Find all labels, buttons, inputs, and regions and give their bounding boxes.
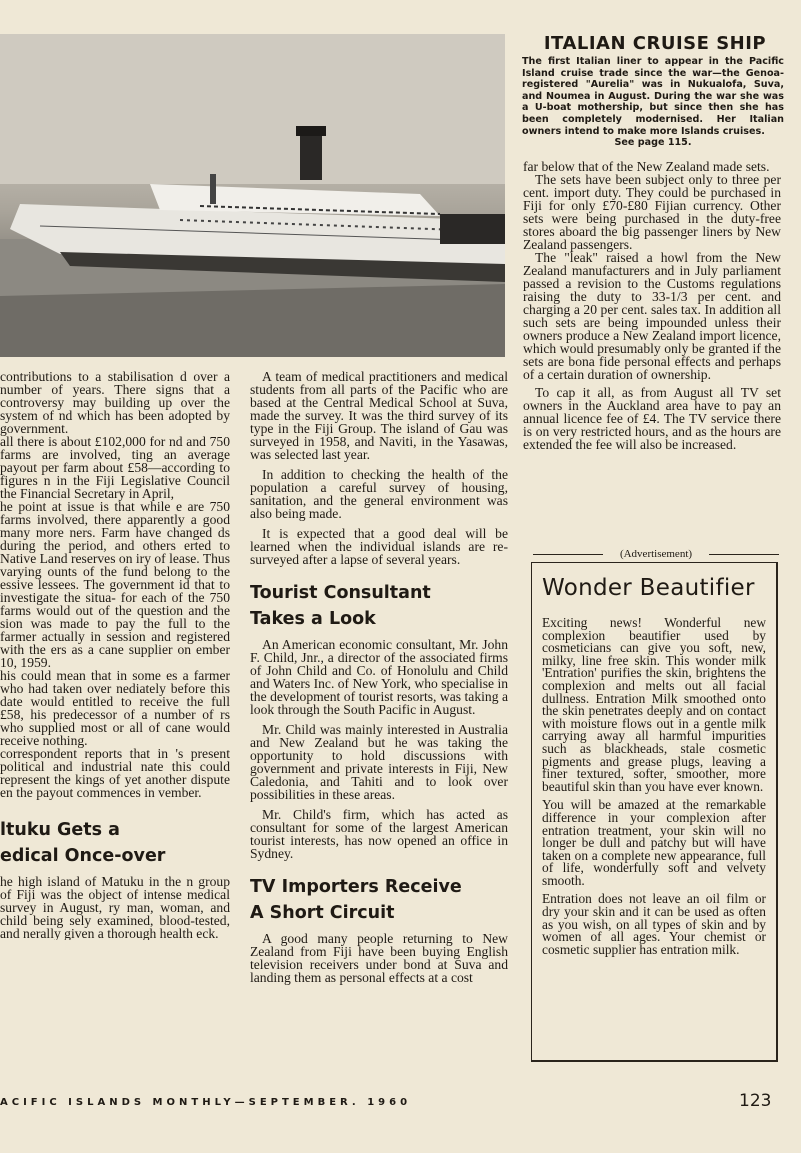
matuku-heading-line1: ltuku Gets a — [0, 820, 120, 840]
col1-para-4: his could mean that in some es a farmer who had taken over nediately before this date would entitled to receive the full £58, his predecessor of a number of rs who supplied most or all of cane would receive nothing. — [0, 668, 230, 748]
caption-body: The first Italian liner to appear in the Pacific Island cruise trade since the war—the Genoa-registered "Aurelia" was in Nukualofa, Suva, and Noumea in August. During the war she was a U-boat mothership, but since then she has been completely modernised. Her Italian owners intend to make more Islands cruises. — [522, 56, 784, 137]
col1-para-2: all there is about £102,000 for nd and 750 farms are involved, ting an average payout per farm about £58—according to figures n in the Fiji Legislative Council the Financial Secretary in April, — [0, 434, 230, 501]
advertisement — [531, 562, 778, 1062]
col2-para-6: Mr. Child's firm, which has acted as consultant for some of the largest American tourist interests, has now opened an office in Sydney. — [250, 807, 508, 861]
tv-heading-line1: TV Importers Receive — [250, 877, 462, 897]
column-1 — [0, 370, 230, 940]
col2-para-3: It is expected that a good deal will be learned when the individual islands are re-surveyed after a lapse of several years. — [250, 526, 508, 567]
ship-photo — [0, 34, 505, 357]
matuku-heading-line2: edical Once-over — [0, 846, 166, 866]
tourist-heading — [250, 580, 508, 632]
col3-para-3: The "leak" raised a howl from the New Zealand manufacturers and in July parliament passed a revision to the Customs regulations raising the duty to 33-1/3 per cent. and charging a 20 per cent. sales tax. In addition all such sets are being impounded unless their owners produce a New Zealand import licence, which would presumably only be granted if the sets are bona fide personal effects and perhaps of a certain duration of ownership. — [523, 250, 781, 382]
ship-image — [0, 34, 505, 357]
col2-para-5: Mr. Child was mainly interested in Australia and New Zealand but he was taking the opportunity to hold discussions with government and private interests in Fiji, New Caledonia, and Tahiti and to look over possibilities in these areas. — [250, 722, 508, 802]
ad-body — [542, 617, 766, 956]
caption-title: ITALIAN CRUISE SHIP — [543, 33, 767, 54]
ad-title: Wonder Beautifier — [542, 575, 755, 601]
col3-para-2: The sets have been subject only to three per cent. import duty. They could be purchased in Fiji for only £70-£80 Fijian currency. Other sets were being purchased in the duty-free stores aboard the big passenger liners by New Zealand passengers. — [523, 172, 781, 252]
caption-see-page: See page 115. — [614, 137, 692, 149]
matuku-heading — [0, 817, 230, 869]
page-footer — [0, 1093, 801, 1117]
tourist-heading-line1: Tourist Consultant — [250, 583, 431, 603]
ad-para-3: Entration does not leave an oil film or dry your skin and it can be used as often as you wish, on all types of skin and by women of all ages. Your chemist or cosmetic supplier has entration milk. — [542, 891, 766, 957]
col2-para-2: In addition to checking the health of the population a careful survey of housing, sanitation, and the general environment was also being made. — [250, 467, 508, 521]
ad-label: (Advertisement) — [533, 548, 779, 560]
page-number: 123 — [739, 1091, 772, 1111]
column-2 — [250, 370, 508, 984]
ad-para-2: You will be amazed at the remarkable difference in your complexion after entration treatment, your skin will no longer be dull and patchy but will have taken on a complete new appearance, full of life, wonderfully soft and velvety smooth. — [542, 797, 766, 888]
col2-para-4: An American economic consultant, Mr. John F. Child, Jnr., a director of the associated firms of John Child and Co. of Honolulu and Child and Waters Inc. of New York, who specialise in the development of tourist resorts, was taking a look through the South Pacific in August. — [250, 637, 509, 717]
col2-para-7: A good many people returning to New Zealand from Fiji have been buying English television receivers under bond at Suva and landing them as personal effects at a cost — [250, 931, 508, 985]
col1-para-1: contributions to a stabilisation d over a number of years. There signs that a controversy may building up over the system of nd which has been adopted by government. — [0, 370, 230, 436]
col3-para-1: far below that of the New Zealand made sets. — [523, 159, 770, 174]
col1-para-3: he point at issue is that while e are 750 farms involved, there apparently a good many more ners. Farm have changed ds during the period, and others erted to Native Land reserves on iry of lease. Thus varying ounts of the fund belong to the essive lessees. The government id that to investigate the situa- for each of the 750 farms would out of the question and the sion was made to pay the full to the farmer actually in session and registered with the ers as a cane supplier on ember 10, 1959. — [0, 499, 230, 670]
tourist-heading-line2: Takes a Look — [250, 609, 376, 629]
col1-para-5: correspondent reports that in 's present political and industrial nate this could represent the kings of yet another dispute en the payout commences in vember. — [0, 746, 230, 800]
tv-heading — [250, 874, 508, 926]
tv-heading-line2: A Short Circuit — [250, 903, 395, 923]
caption-text — [522, 56, 784, 149]
col2-para-1: A team of medical practitioners and medical students from all parts of the Pacific who are based at the Central Medical School at Suva, made the survey. It was the third survey of its type in the Fiji Group. The island of Gau was surveyed in 1958, and Naviti, in the Yasawas, was selected last year. — [250, 369, 508, 462]
col1-para-6: he high island of Matuku in the n group of Fiji was the object of intense medical survey in August, ry man, woman, and child being sely examined, blood-tested, and nerally given a thorough health eck. — [0, 874, 230, 940]
col3-para-4: To cap it all, as from August all TV set owners in the Auckland area have to pay an annual licence fee of £4. The TV service there is on very restricted hours, and as the hours are extended the fee will also be increased. — [523, 385, 781, 452]
footer-publication: ACIFIC ISLANDS MONTHLY—SEPTEMBER. 1960 — [0, 1097, 412, 1108]
ad-para-1: Exciting news! Wonderful new complexion beautifier used by cosmeticians can give you soft, new, milky, line free skin. This wonder milk 'Entration' purifies the skin, brightens the complexion and melts out all facial dullness. Entration Milk smoothed onto the skin penetrates deeply and on contact with moisture flows out in a gentle milk carrying away all harmful impurities such as blackheads, stale cosmetic pigments and grease plugs, leaving a finer textured, softer, smoother, more beautiful skin than you have ever known. — [542, 615, 766, 794]
column-3 — [523, 160, 781, 451]
